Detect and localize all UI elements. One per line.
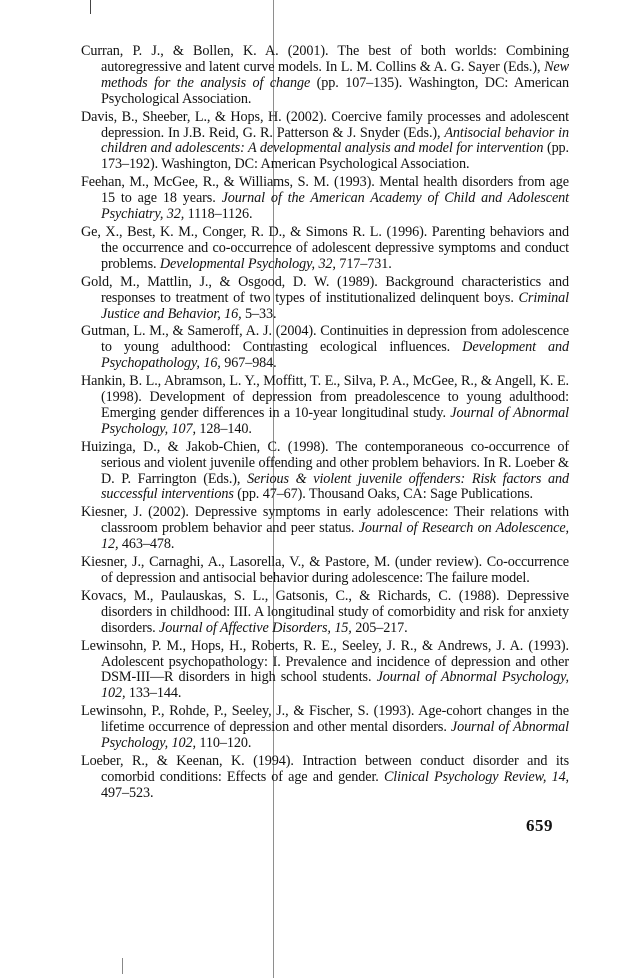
reference-entry: Gold, M., Mattlin, J., & Osgood, D. W. (1989). Background characteristics and responses to treatment of two types of institutionalized delinquent boys. Criminal Justice and Behavior, 16, 5–33. (81, 273, 569, 322)
scan-mark-top (90, 0, 91, 14)
reference-entry: Hankin, B. L., Abramson, L. Y., Moffitt, T. E., Silva, P. A., McGee, R., & Angell, K. E. (1998). Development of depression from preadolescence to young adulthood: Emerging gender differences in a 10-year longitudinal study. Journal of Abnormal Psychology, 107, 128–140. (81, 373, 569, 437)
reference-entry: Gutman, L. M., & Sameroff, A. J. (2004). Continuities in depression from adolescence to young adulthood: Contrasting ecological influences. Development and Psychopathology, 16, 967–984. (81, 323, 569, 372)
reference-entry: Kovacs, M., Paulauskas, S. L., Gatsonis, C., & Richards, C. (1988). Depressive disorders in childhood: III. A longitudinal study of comorbidity and risk for anxiety disorders. Journal of Affective Disorders, 15, 205–217. (81, 587, 569, 636)
reference-entry: Curran, P. J., & Bollen, K. A. (2001). The best of both worlds: Combining autoregressive and latent curve models. In L. M. Collins & A. G. Sayer (Eds.), New methods for the analysis of change (pp. 107–135). Washington, DC: American Psychological Association. (81, 43, 569, 107)
scan-mark-bottom (122, 958, 123, 974)
reference-entry: Kiesner, J., Carnaghi, A., Lasorella, V., & Pastore, M. (under review). Co-occurrence of depression and antisocial behavior during adolescence: The failure model. (81, 554, 569, 586)
reference-entry: Loeber, R., & Keenan, K. (1994). Intraction between conduct disorder and its comorbid conditions: Effects of age and gender. Clinical Psychology Review, 14, 497–523. (81, 752, 570, 801)
reference-entry: Davis, B., Sheeber, L., & Hops, H. (2002). Coercive family processes and adolescent depression. In J.B. Reid, G. R. Patterson & J. Snyder (Eds.), Antisocial behavior in children and adolescents: A developmental analysis and model for intervention (pp. 173–192). Washington, DC: American Psychological Association. (81, 108, 569, 173)
reference-entry: Ge, X., Best, K. M., Conger, R. D., & Simons R. L. (1996). Parenting behaviors and the occurrence and co-occurrence of adolescent depressive symptoms and conduct problems. Developmental Psychology, 32, 717–731. (81, 223, 569, 272)
reference-list (81, 44, 569, 804)
page-number: 659 (526, 816, 553, 835)
reference-entry: Kiesner, J. (2002). Depressive symptoms in early adolescence: Their relations with classroom problem behavior and peer status. Journal of Research on Adolescence, 12, 463–478. (81, 504, 569, 553)
reference-entry: Lewinsohn, P., Rohde, P., Seeley, J., & Fischer, S. (1993). Age-cohort changes in the lifetime occurrence of depression and other mental disorders. Journal of Abnormal Psychology, 102, 110–120. (81, 703, 569, 752)
reference-entry: Huizinga, D., & Jakob-Chien, C. (1998). The contemporaneous co-occurrence of serious and violent juvenile offending and other problem behaviors. In R. Loeber & D. P. Farrington (Eds.), Serious & violent juvenile offenders: Risk factors and successful interventions (pp. 47–67). Thousand Oaks, CA: Sage Publications. (81, 438, 569, 503)
reference-entry: Feehan, M., McGee, R., & Williams, S. M. (1993). Mental health disorders from age 15 to age 18 years. Journal of the American Academy of Child and Adolescent Psychiatry, 32, 1118–1126. (81, 174, 569, 223)
reference-entry: Lewinsohn, P. M., Hops, H., Roberts, R. E., Seeley, J. R., & Andrews, J. A. (1993). Adolescent psychopathology: I. Prevalence and incidence of depression and other DSM-III—R disorders in high school students. Journal of Abnormal Psychology, 102, 133–144. (81, 637, 569, 702)
